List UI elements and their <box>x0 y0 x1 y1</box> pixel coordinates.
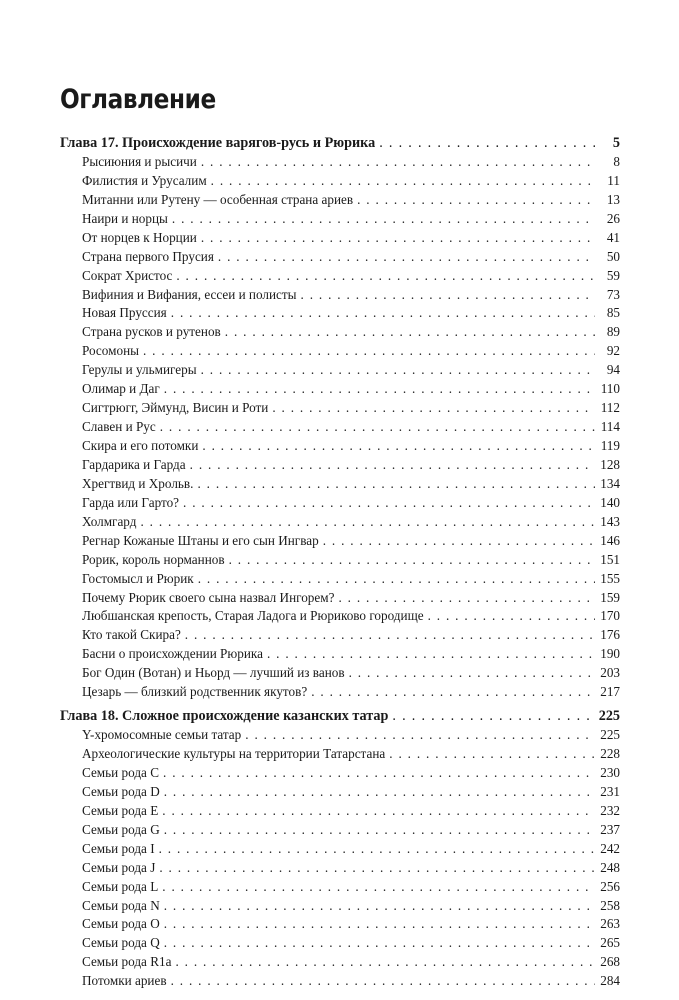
dot-leader <box>164 915 595 934</box>
page-number: 128 <box>595 456 620 475</box>
toc-entry <box>60 248 620 267</box>
toc-entry <box>60 323 620 342</box>
dot-leader <box>159 840 595 859</box>
entry-title: Семьи рода D <box>82 783 160 799</box>
entry-title: Сигтрюгг, Эймунд, Висин и Роти <box>82 400 269 416</box>
toc-entry <box>60 399 620 418</box>
toc-entry <box>60 286 620 305</box>
entry-title: Y-хромосомные семьи татар <box>82 727 242 743</box>
entry-title: Кто такой Скира? <box>82 627 181 643</box>
entry-title: Семьи рода G <box>82 821 160 837</box>
toc-entry <box>60 304 620 323</box>
toc-entry <box>60 210 620 229</box>
entry-title: Семьи рода J <box>82 859 156 875</box>
entry-title: Олимар и Даг <box>82 381 160 397</box>
entry-title: Басни о происхождении Рюрика <box>82 646 263 662</box>
dot-leader <box>202 437 595 456</box>
entry-title: Новая Пруссия <box>82 305 167 321</box>
toc-entry <box>60 645 620 664</box>
page-number: 159 <box>595 589 620 608</box>
dot-leader <box>164 897 595 916</box>
entry-title: Потомки ариев <box>82 973 167 989</box>
toc-entry <box>60 532 620 551</box>
entry-title: Хрегтвид и Хрольв. <box>82 475 194 491</box>
dot-leader <box>171 972 595 991</box>
dot-leader <box>267 645 595 664</box>
page-number: 225 <box>595 726 620 745</box>
dot-leader <box>379 134 595 153</box>
toc-entry <box>60 607 620 626</box>
chapter-heading <box>60 707 620 726</box>
dot-leader <box>323 532 595 551</box>
dot-leader <box>229 551 595 570</box>
dot-leader <box>164 783 595 802</box>
dot-leader <box>164 821 595 840</box>
dot-leader <box>143 342 595 361</box>
dot-leader <box>163 764 595 783</box>
dot-leader <box>197 475 595 494</box>
page-number: 268 <box>595 953 620 972</box>
dot-leader <box>201 153 595 172</box>
dot-leader <box>245 726 595 745</box>
entry-title: Семьи рода L <box>82 878 159 894</box>
dot-leader <box>160 418 595 437</box>
page-number: 59 <box>595 267 620 286</box>
page-number: 13 <box>595 191 620 210</box>
dot-leader <box>190 456 595 475</box>
toc-entry <box>60 897 620 916</box>
page-number: 203 <box>595 664 620 683</box>
page-number: 225 <box>595 707 620 726</box>
page-number: 242 <box>595 840 620 859</box>
chapter-title: Глава 18. Сложное происхождение казанских татар <box>60 708 389 725</box>
page-number: 155 <box>595 570 620 589</box>
page-number: 26 <box>595 210 620 229</box>
dot-leader <box>301 286 595 305</box>
dot-leader <box>185 626 595 645</box>
entry-title: Семьи рода N <box>82 897 160 913</box>
entry-title: Археологические культуры на территории Татарстана <box>82 746 386 761</box>
page-number: 230 <box>595 764 620 783</box>
toc-entry <box>60 915 620 934</box>
entry-title: Страна русков и рутенов <box>82 324 221 340</box>
toc-entry <box>60 953 620 972</box>
page-number: 217 <box>595 683 620 702</box>
toc-entry <box>60 840 620 859</box>
dot-leader <box>176 267 595 286</box>
dot-leader <box>428 607 595 626</box>
page-number: 50 <box>595 248 620 267</box>
toc-entry <box>60 437 620 456</box>
dot-leader <box>198 570 595 589</box>
entry-title: Семьи рода R1a <box>82 954 172 970</box>
entry-title: Гардарика и Гарда <box>82 456 186 472</box>
page-number: 140 <box>595 494 620 513</box>
page-number: 256 <box>595 878 620 897</box>
toc-entry <box>60 494 620 513</box>
toc-entry <box>60 570 620 589</box>
toc-entry <box>60 683 620 702</box>
toc-entry <box>60 551 620 570</box>
entry-title: Семьи рода Е <box>82 802 159 818</box>
page-number: 5 <box>595 134 620 153</box>
toc-entry <box>60 589 620 608</box>
table-of-contents <box>60 134 620 991</box>
page-number: 112 <box>595 399 620 418</box>
page-number: 8 <box>595 153 620 172</box>
entry-title: Наири и норцы <box>82 210 168 226</box>
entry-title: Скира и его потомки <box>82 438 199 453</box>
toc-entry <box>60 783 620 802</box>
entry-title: Семьи рода С <box>82 764 159 780</box>
page-number: 231 <box>595 783 620 802</box>
dot-leader <box>159 859 595 878</box>
page-number: 232 <box>595 802 620 821</box>
toc-entry <box>60 418 620 437</box>
entry-title: Семьи рода O <box>82 916 160 932</box>
dot-leader <box>311 683 595 702</box>
entry-title: Росомоны <box>82 343 139 359</box>
dot-leader <box>171 304 595 323</box>
entry-title: Славен и Рус <box>82 419 156 435</box>
toc-entry <box>60 626 620 645</box>
dot-leader <box>218 248 595 267</box>
entry-title: Рысиюния и рысичи <box>82 153 197 169</box>
page-number: 89 <box>595 323 620 342</box>
toc-entry <box>60 380 620 399</box>
dot-leader <box>183 494 595 513</box>
toc-entry <box>60 859 620 878</box>
entry-title: Холмгард <box>82 513 137 529</box>
page-number: 11 <box>595 172 620 191</box>
entry-title: Герулы и ульмигеры <box>82 362 197 378</box>
entry-title: Рорик, король норманнов <box>82 551 225 567</box>
dot-leader <box>392 707 595 726</box>
dot-leader <box>201 361 595 380</box>
dot-leader <box>162 878 595 897</box>
entry-title: Митанни или Рутену — особенная страна ариев <box>82 191 354 207</box>
entry-title: Гарда или Гарто? <box>82 494 180 510</box>
page-number: 170 <box>595 607 620 626</box>
dot-leader <box>140 513 595 532</box>
toc-entry <box>60 456 620 475</box>
toc-entry <box>60 726 620 745</box>
toc-entry <box>60 664 620 683</box>
entry-title: Вифиния и Вифания, ессеи и полисты <box>82 286 297 302</box>
page-number: 73 <box>595 286 620 305</box>
toc-entry <box>60 229 620 248</box>
entry-title: Филистия и Урусалим <box>82 172 207 188</box>
page-number: 119 <box>595 437 620 456</box>
toc-entry <box>60 172 620 191</box>
toc-entry <box>60 361 620 380</box>
dot-leader <box>172 210 595 229</box>
toc-entry <box>60 878 620 897</box>
dot-leader <box>338 589 595 608</box>
toc-entry <box>60 191 620 210</box>
page-number: 146 <box>595 532 620 551</box>
dot-leader <box>211 172 595 191</box>
toc-entry <box>60 513 620 532</box>
toc-entry <box>60 934 620 953</box>
page-number: 176 <box>595 626 620 645</box>
page-number: 41 <box>595 229 620 248</box>
chapter-heading <box>60 134 620 153</box>
page-number: 258 <box>595 897 620 916</box>
entry-title: Гостомысл и Рюрик <box>82 570 194 586</box>
entry-title: Почему Рюрик своего сына назвал Ингорем? <box>82 589 335 605</box>
dot-leader <box>164 380 595 399</box>
dot-leader <box>201 229 595 248</box>
toc-entry <box>60 764 620 783</box>
page-number: 94 <box>595 361 620 380</box>
toc-entry <box>60 267 620 286</box>
page-number: 114 <box>595 418 620 437</box>
page-number: 237 <box>595 821 620 840</box>
page-number: 190 <box>595 645 620 664</box>
page-number: 228 <box>595 745 620 764</box>
toc-entry <box>60 475 620 494</box>
entry-title: От норцев к Норции <box>82 229 197 245</box>
entry-title: Семьи рода I <box>82 840 155 856</box>
page-number: 85 <box>595 304 620 323</box>
toc-entry <box>60 342 620 361</box>
toc-entry <box>60 802 620 821</box>
page-number: 92 <box>595 342 620 361</box>
page-title: Оглавление <box>60 84 216 115</box>
dot-leader <box>164 934 595 953</box>
toc-entry <box>60 745 620 764</box>
page-number: 151 <box>595 551 620 570</box>
entry-title: Регнар Кожаные Штаны и его сын Ингвар <box>82 532 319 548</box>
toc-entry <box>60 821 620 840</box>
dot-leader <box>162 802 595 821</box>
page-number: 265 <box>595 934 620 953</box>
page-number: 284 <box>595 972 620 991</box>
entry-title: Страна первого Прусия <box>82 248 214 264</box>
toc-entry <box>60 153 620 172</box>
toc-entry <box>60 972 620 991</box>
dot-leader <box>175 953 595 972</box>
page-number: 263 <box>595 915 620 934</box>
page-number: 248 <box>595 859 620 878</box>
entry-title: Любшанская крепость, Старая Ладога и Рюриково городище <box>82 608 424 624</box>
page-number: 134 <box>595 475 620 494</box>
dot-leader <box>225 323 595 342</box>
dot-leader <box>349 664 595 683</box>
page-number: 143 <box>595 513 620 532</box>
page-number: 110 <box>595 380 620 399</box>
entry-title: Сократ Христос <box>82 267 173 283</box>
dot-leader <box>389 745 595 764</box>
entry-title: Семьи рода Q <box>82 935 160 951</box>
dot-leader <box>357 191 595 210</box>
entry-title: Цезарь — близкий родственник якутов? <box>82 684 308 700</box>
dot-leader <box>272 399 595 418</box>
chapter-title: Глава 17. Происхождение варягов-русь и Рюрика <box>60 135 376 151</box>
entry-title: Бог Один (Вотан) и Ньорд — лучший из ванов <box>82 665 345 681</box>
